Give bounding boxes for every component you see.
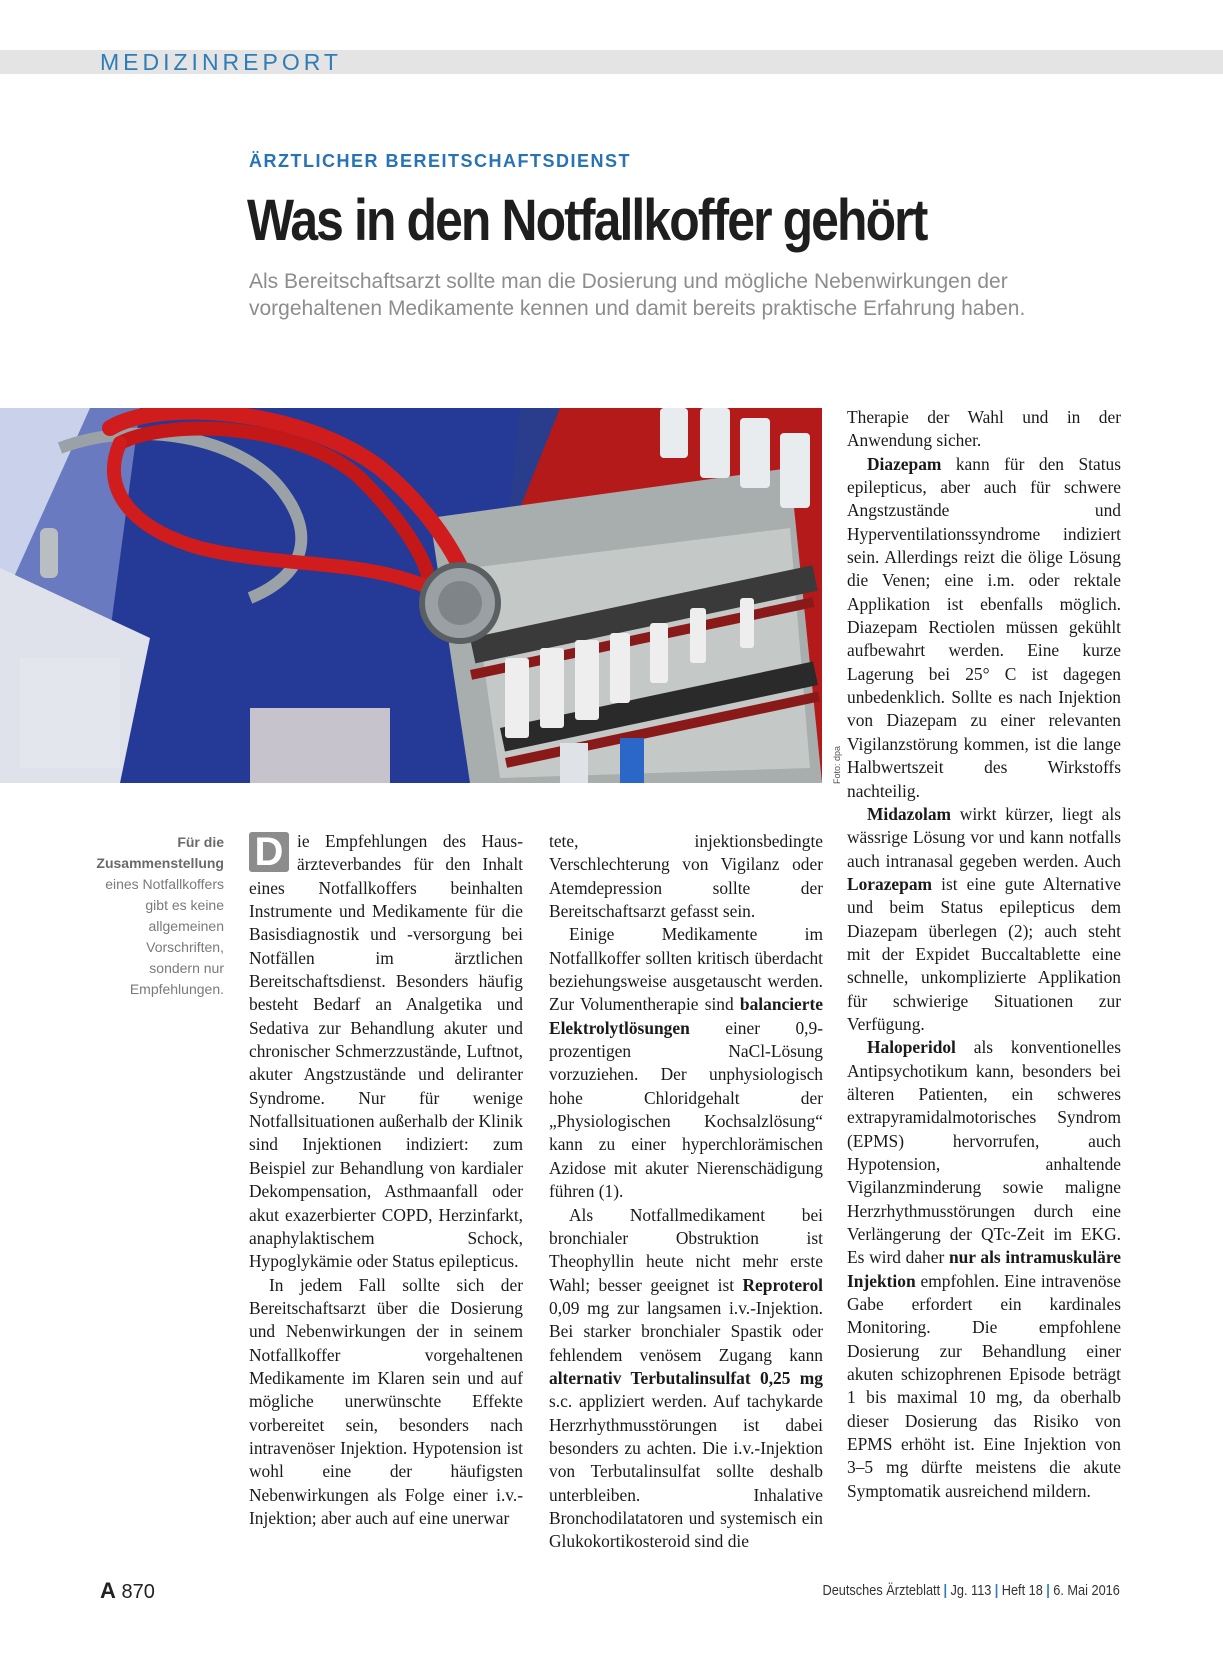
text-column-3 — [847, 406, 1121, 1503]
article-photo — [0, 408, 822, 783]
caption-text: eines Notfallkoffers gibt es keine allgemeinen Vorschriften, sondern nur Empfehlungen. — [105, 876, 224, 997]
paragraph: In jedem Fall sollte sich der Bereitschaftsarzt über die Dosierung und Nebenwirkungen der in seinem Notfallkoffer vorgehaltenen Medikamente im Klaren sein und auf mögliche unerwünschte Effekte vorbereitet sein, besonders nach intravenöser Injektion. Hypotension ist wohl eine der häufigsten Nebenwirkungen als Folge einer i.v.-Injektion; aber auch auf eine unerwar — [249, 1274, 523, 1528]
section-label: MEDIZINREPORT — [100, 49, 342, 75]
photo-credit: Foto: dpa — [832, 745, 843, 785]
article-lead: Als Bereitschaftsarzt sollte man die Dosierung und mögliche Nebenwirkungen der vorgehaltenen Medikamente kennen und damit bereits praktische Erfahrung haben. — [249, 270, 1026, 320]
paragraph: tete, injektionsbedingte Verschlechterung von Vigilanz oder Atemdepression sollte der Bereitschaftsarzt gefasst sein. — [549, 831, 823, 922]
paragraph: Midazolam wirkt kürzer, liegt als wässrige Lösung vor und kann notfalls auch intranasal gegeben werden. Auch Lorazepam ist eine gute Alternative und beim Status epilepticus dem Diazepam überlegen (2); auch steht mit der Expidet Buccaltablette eine schnelle, unkomplizierte Applikation für schwierige Situationen zur Verfügung. — [847, 803, 1121, 1034]
paragraph: Diazepam kann für den Status epilepticus, aber auch für schwere Angstzustände und Hyperventilationssyndrome indiziert sein. Allerdings reizt die ölige Lösung die Venen; eine i.m. oder rektale Applikation ist ebenfalls möglich. Diazepam Rectiolen müssen gekühlt aufbewahrt werden. Eine kurze Lagerung bei 25° C ist dagegen unbedenklich. Sollte es nach Injektion von Diazepam zu einer relevanten Vigilanzstörung kommen, ist die lange Halbwertszeit des Wirkstoffs nachteilig. — [847, 453, 1121, 801]
paragraph: Therapie der Wahl und in der Anwendung sicher. — [847, 407, 1121, 451]
paragraph: Einige Medikamente im Notfallkoffer sollten kritisch überdacht beziehungsweise ausgetauscht werden. Zur Volumentherapie sind balancierte Elektrolytlösungen einer 0,9-prozentigen NaCl-Lösung vorzuziehen. Der unphysiologisch hohe Chloridgehalt der „Physiologischen Kochsalzlösung“ kann zu einer hyperchlorämischen Azidose mit akuter Nierenschädigung führen (1). — [549, 924, 823, 1202]
article-kicker: ÄRZTLICHER BEREITSCHAFTSDIENST — [249, 151, 631, 171]
emergency-kit-illustration — [0, 408, 822, 783]
text-column-1 — [249, 830, 523, 1530]
paragraph: Haloperidol als konventionelles Antipsychotikum kann, besonders bei älteren Patienten, ein schweres extrapyramidalmotorisches Syndrom (EPMS) hervorrufen, auch Hypotension, anhaltende Vigilanzminderung sowie maligne Herzrhythmusstörungen durch eine Verlängerung der QTc-Zeit im EKG. Es wird daher nur als intramuskuläre Injektion empfohlen. Eine intravenöse Gabe erfordert ein kardinales Monitoring. Die empfohlene Dosierung zur Behandlung einer akuten schizophrenen Episode beträgt 1 bis maximal 10 mg, da oberhalb dieser Dosierung das Risiko von EPMS erhöht ist. Eine Injektion von 3–5 mg dürfte meistens die akute Symptomatik ausreichend mildern. — [847, 1037, 1121, 1501]
caption-bold: Für die Zusammenstellung — [96, 834, 224, 871]
page-number: A 870 — [100, 1578, 155, 1603]
text-column-2 — [549, 830, 823, 1554]
journal-footer: Deutsches Ärzteblatt | Jg. 113 | Heft 18 | 6. Mai 2016 — [822, 1582, 1120, 1599]
paragraph: Als Notfallmedikament bei bronchialer Obstruktion ist Theophyllin heute nicht mehr erste Wahl; besser geeignet ist Reproterol 0,09 mg zur langsamen i.v.-Injektion. Bei starker bronchialer Spastik oder fehlendem venösem Zugang kann alternativ Terbutalinsulfat 0,25 mg s.c. appliziert werden. Auf tachykarde Herzrhythmusstörungen ist dabei besonders zu achten. Die i.v.-Injektion von Terbutalinsulfat sollte deshalb unterbleiben. Inhalative Bronchodilatatoren und systemisch ein Glukokortikosteroid sind die — [549, 1204, 823, 1552]
article-title: Was in den Notfallkoffer gehört — [247, 188, 927, 253]
dropcap: D — [249, 832, 289, 872]
photo-caption — [96, 832, 224, 1000]
paragraph: D ie Empfehlungen des Hausärzteverbandes für den Inhalt eines Notfallkoffers beinhalten Instrumente und Medikamente für die Basisdiagnostik und -versorgung bei Notfällen im ärztlichen Bereitschaftsdienst. Besonders häufig besteht Bedarf an Analgetika und Sedativa zur Behandlung akuter und chronischer Schmerzzustände, Luftnot, akuter Angstzustände und deliranter Syndrome. Nur für wenige Notfallsituationen außerhalb der Klinik sind Injektionen indiziert: zum Beispiel zur Behandlung von kardialer Dekompensation, Asthmaanfall oder akut exazerbierter COPD, Herzinfarkt, anaphylaktischem Schock, Hypoglykämie oder Status epilepticus. — [249, 830, 523, 1272]
